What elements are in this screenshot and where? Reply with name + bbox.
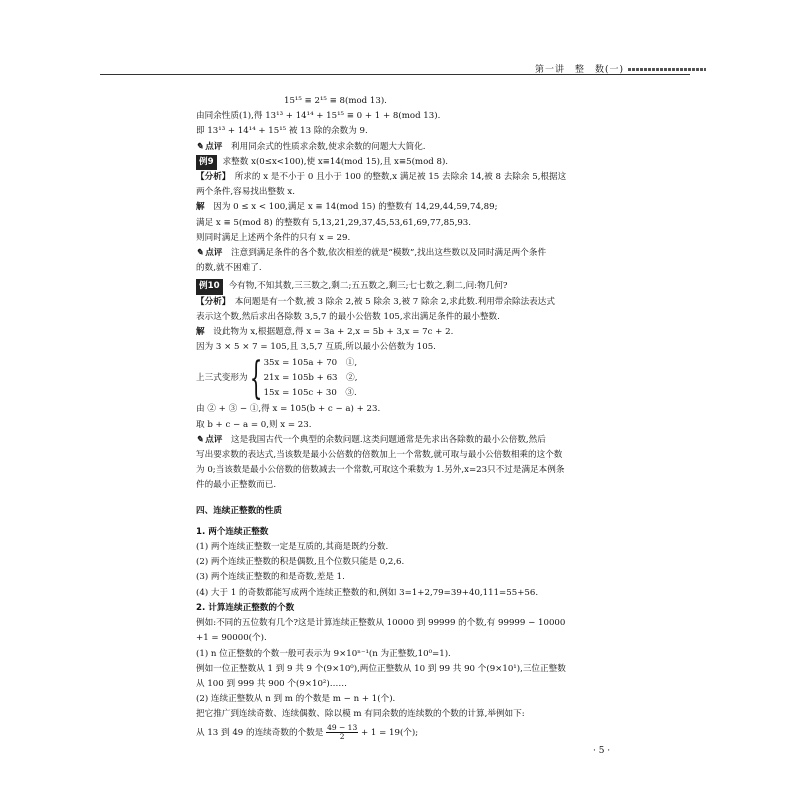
text-line: 把它推广到连续奇数、连续偶数、除以模 m 有同余数的连续数的个数的计算,举例如下:	[196, 709, 525, 720]
text-line: (2) 两个连续正整数的积是偶数,且个位数只能是 0,2,6.	[196, 557, 405, 568]
text-line: 从 100 到 999 共 900 个(9×10²)……	[196, 678, 347, 689]
text-line: 两个条件,容易找出整数 x.	[196, 187, 295, 198]
analysis-line	[196, 295, 608, 310]
header-text: 第一讲 整 数(一)	[535, 65, 625, 75]
comment-line	[196, 433, 608, 448]
solution-label: 解	[196, 327, 205, 338]
text-fragment: 从 13 到 49 的连续奇数的个数是	[196, 727, 324, 738]
comment-label: 点评	[205, 434, 223, 445]
text-line: (2) 连续正整数从 n 到 m 的个数是 m − n + 1(个).	[196, 694, 396, 705]
analysis-text: 本问题是有一个数,被 3 除余 2,被 5 除余 3,被 7 除余 2,求此数.利用带余除法表达式	[234, 296, 555, 307]
system-equations	[264, 356, 358, 401]
solution-label: 解	[196, 202, 205, 213]
page-number: · 5 ·	[593, 746, 611, 756]
page-body	[196, 94, 608, 743]
subsection-heading: 2. 计算连续正整数的个数	[196, 602, 295, 613]
pencil-icon: ✎	[196, 434, 204, 445]
pencil-icon: ✎	[196, 141, 204, 152]
example-text: 求整数 x(0≤x<100),使 x≡14(mod 15),且 x≡5(mod 8).	[222, 156, 449, 167]
text-line: 为 0;当该数是最小公倍数的倍数减去一个常数,可取这个乘数为 1.另外,x=23只不过是满足本例条	[196, 465, 565, 476]
text-line: (4) 大于 1 的奇数都能写成两个连续正整数的和,例如 3=1+2,79=39+40,111=55+56.	[196, 587, 539, 598]
comment-line	[196, 140, 608, 155]
text-line: 即 13¹³ + 14¹⁴ + 15¹⁵ 被 13 除的余数为 9.	[196, 126, 368, 137]
solution-text: 设此物为 x,根据题意,得 x = 3a + 2,x = 5b + 3,x = 7c + 2.	[213, 327, 454, 338]
text-line: 例如:不同的五位数有几个?这是计算连续正整数从 10000 到 99999 的个数,有 99999 − 10000	[196, 618, 566, 629]
text-line: 表示这个数,然后求出各除数 3,5,7 的最小公倍数 105,求出满足条件的最小整数.	[196, 311, 500, 322]
analysis-label: 【分析】	[196, 296, 227, 307]
fraction-line	[196, 723, 608, 743]
equation: 35x = 105a + 70 ①,	[263, 358, 358, 369]
example-10-line	[196, 279, 608, 294]
comment-text: 这是我国古代一个典型的余数问题.这类问题通常是先求出各除数的最小公倍数,然后	[231, 434, 546, 445]
text-line: 例如一位正整数从 1 到 9 共 9 个(9×10⁰),两位正整数从 10 到 99 共 90 个(9×10¹),三位正整数	[196, 663, 566, 674]
fraction-numerator: 49 − 13	[327, 722, 358, 732]
comment-text: 利用同余式的性质求余数,使求余数的问题大大简化.	[231, 141, 426, 152]
comment-line	[196, 246, 608, 261]
brace-icon: {	[249, 352, 262, 404]
equation: 15x = 105c + 30 ③.	[263, 388, 357, 399]
comment-label: 点评	[205, 248, 223, 259]
text-line: (1) n 位正整数的个数一般可表示为 9×10ⁿ⁻¹(n 为正整数,10⁰=1).	[196, 648, 451, 659]
header-decoration	[628, 68, 706, 71]
text-fragment: + 1 = 19(个);	[360, 727, 419, 738]
text-line: 则同时满足上述两个条件的只有 x = 29.	[196, 232, 351, 243]
solution-line	[196, 325, 608, 340]
text-line: (3) 两个连续正整数的和是奇数,差是 1.	[196, 572, 345, 583]
comment-label: 点评	[205, 141, 223, 152]
text-line: 写出要求数的表达式,当该数是最小公倍数的倍数加上一个常数,就可取与最小公倍数相乘的这个数	[196, 450, 563, 461]
text-line: 由同余性质(1),得 13¹³ + 14¹⁴ + 15¹⁵ ≡ 0 + 1 + 8(mod 13).	[196, 111, 441, 122]
system-label: 上三式变形为	[196, 373, 248, 384]
solution-text: 因为 0 ≤ x < 100,满足 x ≡ 14(mod 15) 的整数有 14,29,44,59,74,89;	[213, 202, 498, 213]
text-line: 由 ② + ③ − ①,得 x = 105(b + c − a) + 23.	[196, 404, 381, 415]
example-label: 例9	[196, 155, 217, 170]
analysis-label: 【分析】	[196, 172, 227, 183]
solution-line	[196, 200, 608, 215]
fraction	[326, 724, 358, 741]
section-heading: 四、连续正整数的性质	[196, 505, 282, 516]
text-line: 取 b + c − a = 0,则 x = 23.	[196, 419, 312, 430]
fraction-denominator: 2	[339, 731, 345, 741]
text-line: 件的最小正整数而已.	[196, 480, 277, 491]
comment-text: 注意到满足条件的各个数,依次相差的就是“模数”,找出这些数以及同时满足两个条件	[231, 248, 547, 259]
text-line: 因为 3 × 5 × 7 = 105,且 3,5,7 互质,所以最小公倍数为 105.	[196, 342, 436, 353]
text-line: 的数,就不困难了.	[196, 263, 262, 274]
text-line: 15¹⁵ ≡ 2¹⁵ ≡ 8(mod 13).	[284, 96, 387, 106]
analysis-text: 所求的 x 是不小于 0 且小于 100 的整数,x 满足被 15 去除余 14,被 8 去除余 5,根据这	[234, 172, 567, 183]
example-text: 今有物,不知其数,三三数之,剩二;五五数之,剩三;七七数之,剩二,问:物几何?	[228, 281, 508, 292]
equation: 21x = 105b + 63 ②,	[263, 373, 358, 384]
subsection-heading: 1. 两个连续正整数	[196, 526, 269, 537]
text-line: 满足 x ≡ 5(mod 8) 的整数有 5,13,21,29,37,45,53,61,69,77,85,93.	[196, 217, 472, 228]
text-line: (1) 两个连续正整数一定是互质的,其商是既约分数.	[196, 542, 389, 553]
example-9-line	[196, 155, 608, 170]
header-rule	[100, 74, 690, 75]
equation-system	[196, 352, 608, 404]
text-line: +1 = 90000(个).	[196, 633, 267, 644]
example-label: 例10	[196, 279, 223, 294]
pencil-icon: ✎	[196, 248, 204, 259]
analysis-line	[196, 170, 608, 185]
